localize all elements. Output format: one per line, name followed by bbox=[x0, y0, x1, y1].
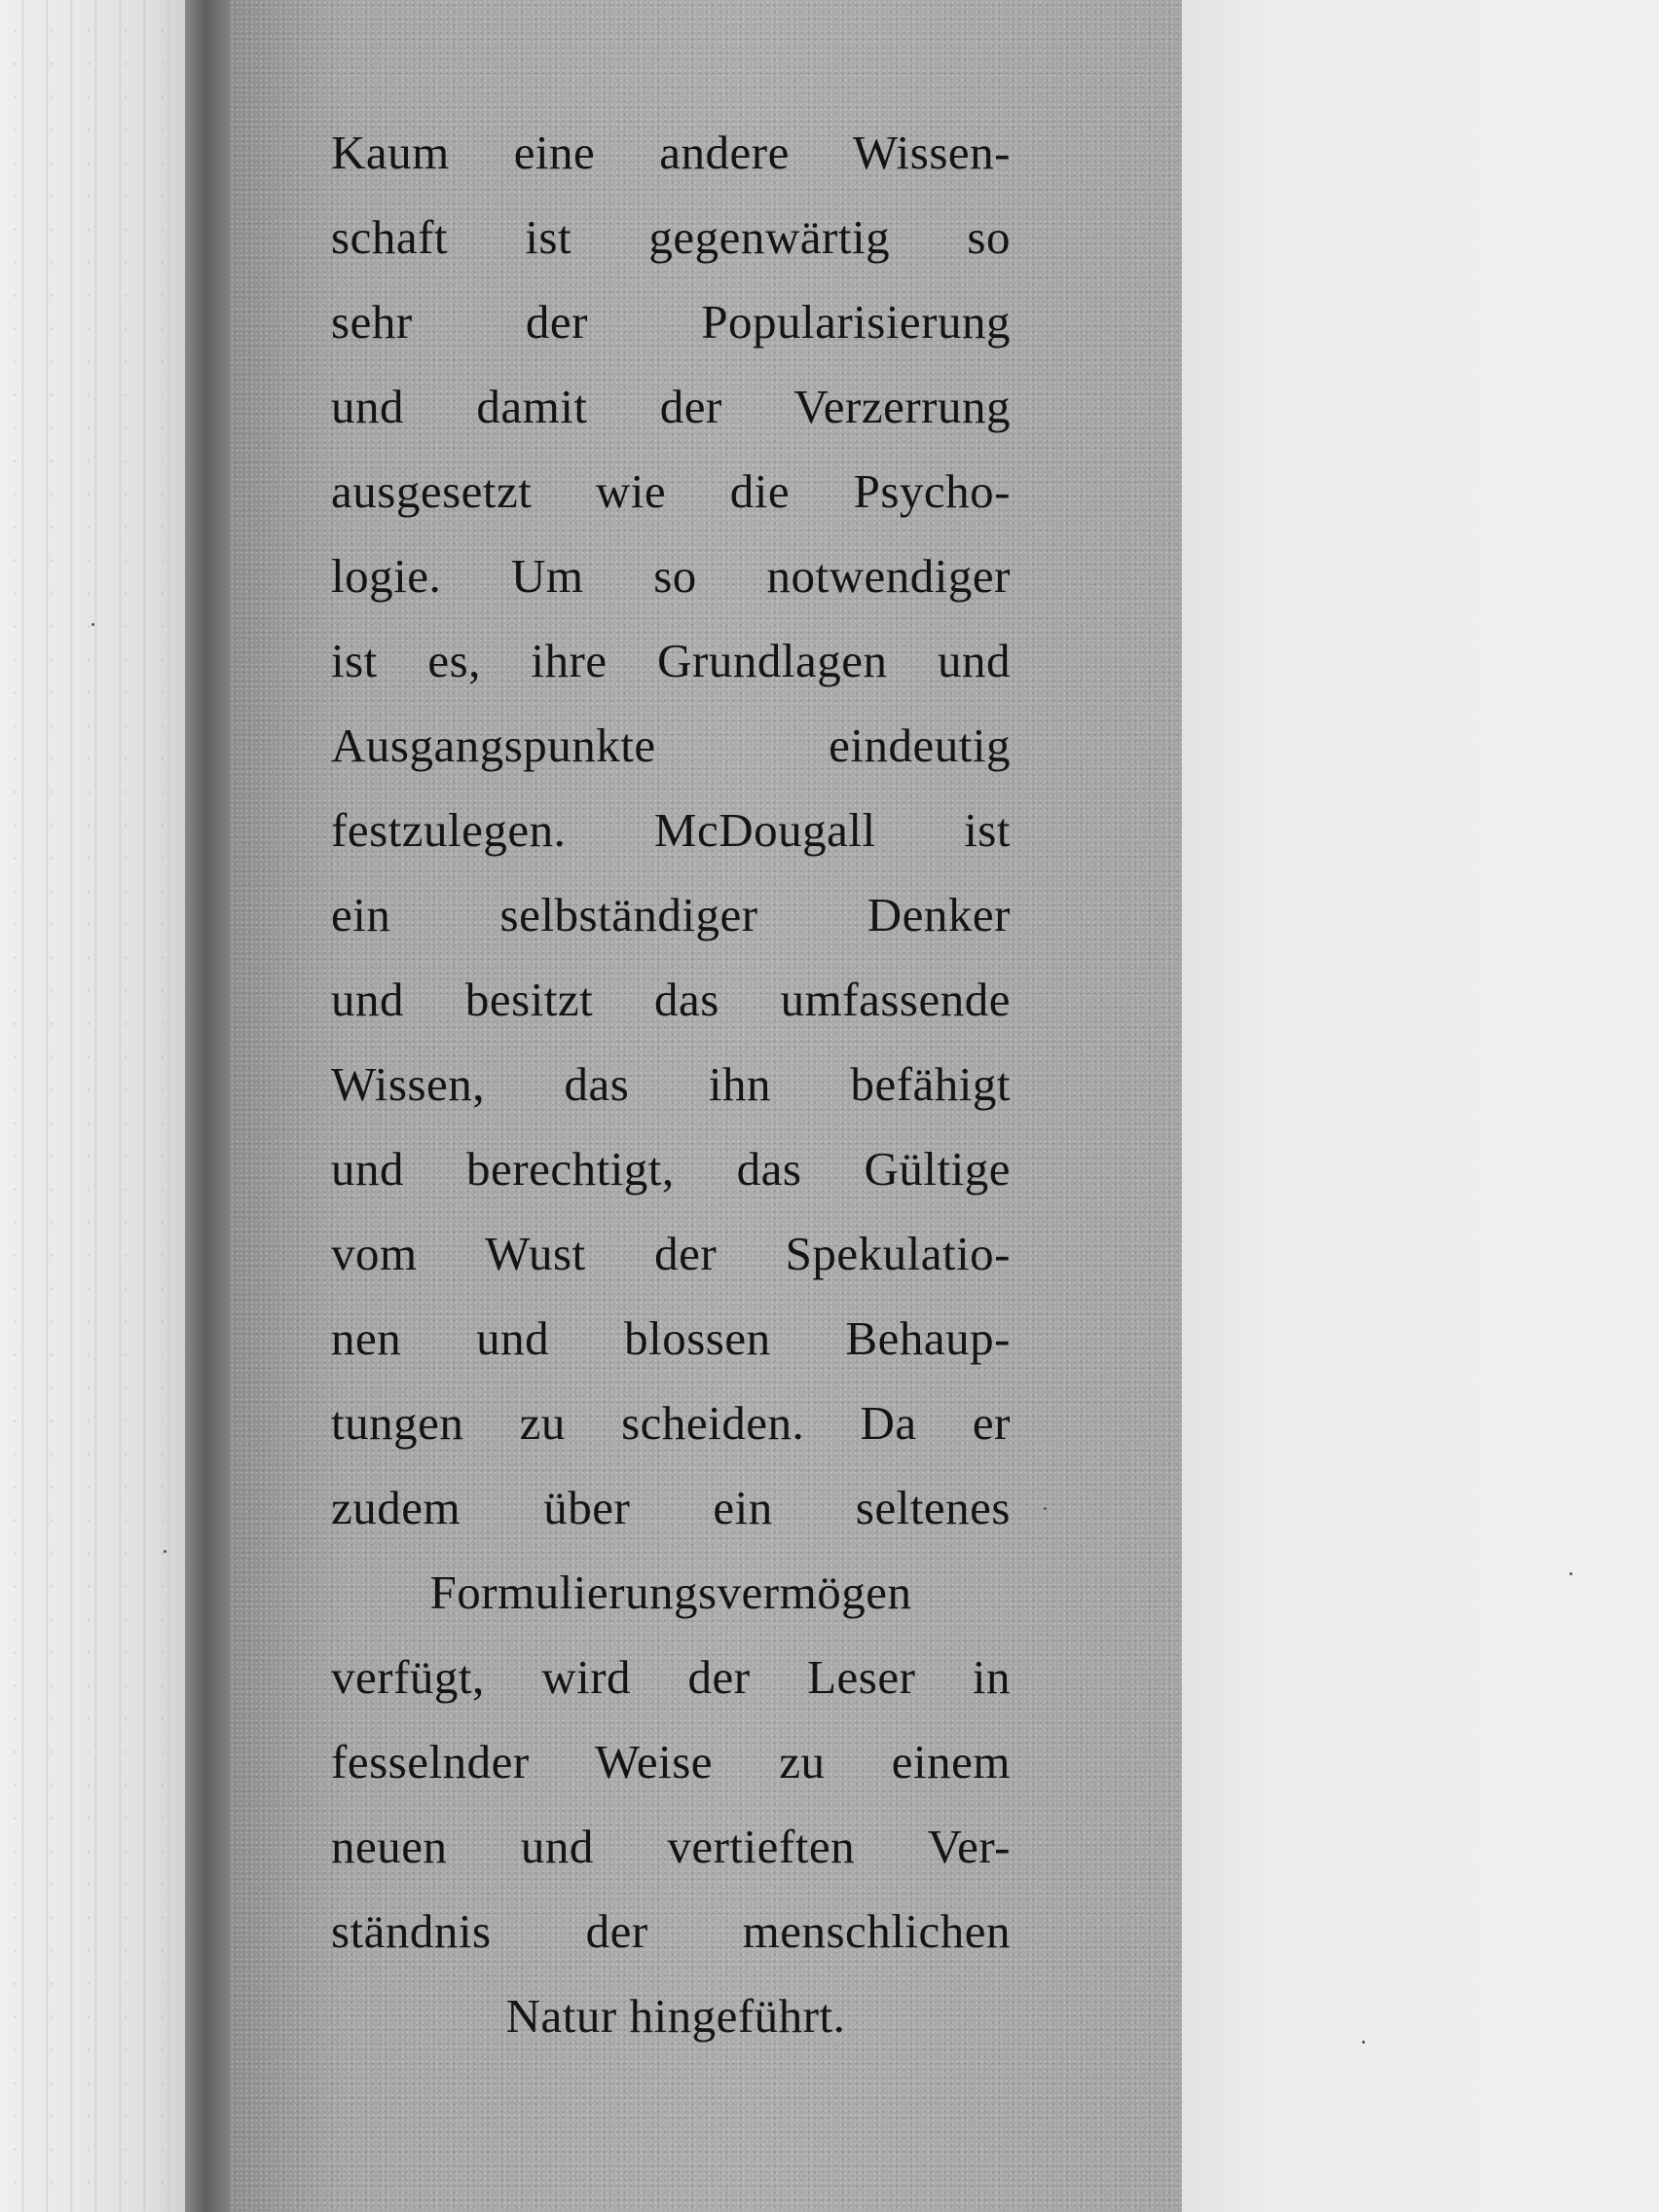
dust-speck bbox=[92, 623, 94, 626]
blurb-line: schaft ist gegenwärtig so bbox=[331, 210, 1011, 264]
blurb-line: nen und blossen Behaup- bbox=[331, 1311, 1011, 1365]
blurb-line: logie. Um so notwendiger bbox=[331, 549, 1011, 603]
blurb-line: Natur hingeführt. bbox=[505, 1989, 846, 2043]
blurb-line: vom Wust der Spekulatio- bbox=[331, 1227, 1011, 1280]
blurb-line: Wissen, das ihn befähigt bbox=[331, 1057, 1011, 1111]
dust-speck bbox=[1569, 1572, 1572, 1575]
blurb-line: und damit der Verzerrung bbox=[331, 380, 1011, 433]
blurb-line: sehr der Popularisierung bbox=[331, 295, 1011, 349]
blurb-line: fesselnder Weise zu einem bbox=[331, 1735, 1011, 1788]
blurb-line: ausgesetzt wie die Psycho- bbox=[331, 464, 1011, 518]
blurb-line: und besitzt das umfassende bbox=[331, 973, 1011, 1026]
blurb-line: zudem über ein seltenes bbox=[331, 1481, 1011, 1534]
blurb-line: neuen und vertieften Ver- bbox=[331, 1820, 1011, 1873]
dust-speck bbox=[1362, 2041, 1365, 2044]
blurb-line: verfügt, wird der Leser in bbox=[331, 1650, 1011, 1704]
blurb-line: Kaum eine andere Wissen- bbox=[331, 126, 1011, 179]
right-blank-page bbox=[1182, 0, 1659, 2212]
blurb-line: ständnis der menschlichen bbox=[331, 1904, 1011, 1958]
left-board-texture bbox=[0, 0, 195, 2212]
blurb-line: Formulierungsvermögen bbox=[429, 1566, 912, 1619]
dust-speck bbox=[1044, 1507, 1047, 1510]
flap-blurb-text bbox=[331, 125, 1011, 2073]
blurb-line: tungen zu scheiden. Da er bbox=[331, 1396, 1011, 1450]
blurb-line: Ausgangspunkte eindeutig bbox=[331, 719, 1011, 772]
blurb-line: und berechtigt, das Gültige bbox=[331, 1142, 1011, 1196]
blurb-line: ist es, ihre Grundlagen und bbox=[331, 634, 1011, 687]
dust-speck bbox=[164, 1550, 166, 1553]
blurb-line: festzulegen. McDougall ist bbox=[331, 803, 1011, 857]
blurb-line: ein selbständiger Denker bbox=[331, 888, 1011, 941]
